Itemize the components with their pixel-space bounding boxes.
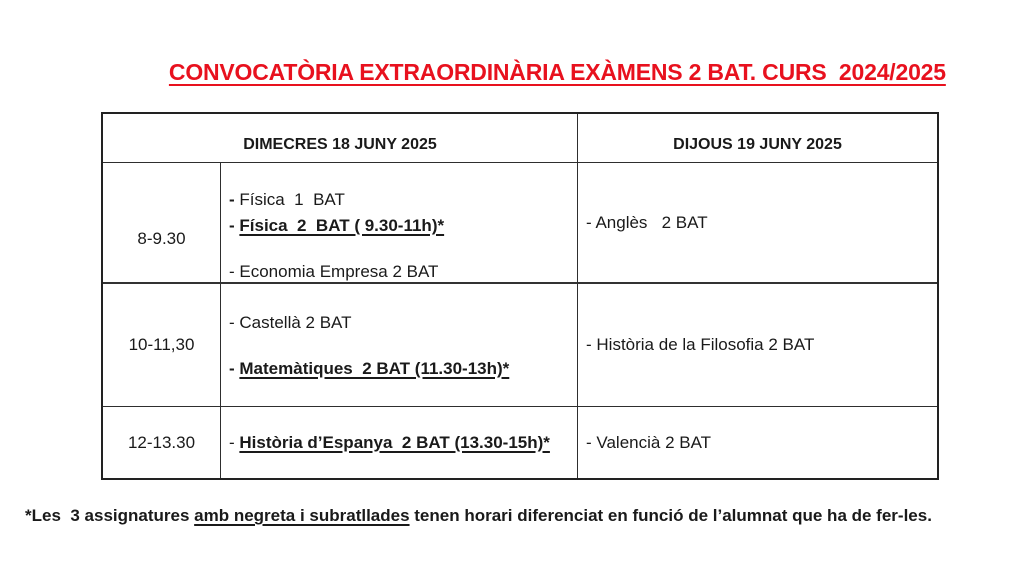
thursday-slot-3-cell	[578, 407, 937, 478]
time-slot-1: 8-9.30	[103, 163, 221, 284]
exam-entry-fisica-1bat	[229, 187, 577, 213]
wednesday-slot-2-cell	[221, 284, 578, 407]
entry-text: Història d’Espanya 2 BAT (13.30-15h)*	[239, 432, 550, 452]
exam-entry-fisica-2bat	[229, 213, 577, 239]
entry-dash: -	[229, 190, 240, 209]
entry-dash: -	[229, 359, 240, 378]
entry-text: Matemàtiques 2 BAT (11.30-13h)*	[239, 359, 510, 378]
thursday-slot-2-cell	[578, 284, 937, 407]
page-title-text: CONVOCATÒRIA EXTRAORDINÀRIA EXÀMENS 2 BAT. CURS 2024/2025	[168, 59, 946, 85]
exam-entry-economia	[229, 259, 577, 285]
table-header-thursday: DIJOUS 19 JUNY 2025	[578, 114, 937, 163]
entry-dash: -	[586, 432, 597, 452]
entry-dash: -	[586, 212, 596, 232]
entry-text: Història de la Filosofia 2 BAT	[596, 335, 815, 354]
exam-schedule-table	[101, 112, 939, 480]
footnote	[25, 503, 932, 529]
entry-text: Física 2 BAT ( 9.30-11h)*	[239, 216, 445, 235]
exam-entry-matematiques	[229, 356, 577, 382]
entry-text: Castellà 2 BAT	[239, 313, 352, 332]
entry-dash: -	[229, 216, 240, 235]
exam-entry-valencia	[586, 430, 937, 456]
entry-dash: -	[229, 262, 240, 281]
exam-entry-filosofia	[586, 332, 937, 358]
entry-text: Economia Empresa 2 BAT	[239, 262, 439, 281]
wednesday-slot-1-cell	[221, 163, 578, 284]
thursday-slot-1-cell	[578, 163, 937, 284]
exam-entry-angles	[586, 210, 937, 236]
entry-text: Valencià 2 BAT	[596, 432, 712, 452]
exam-entry-castella	[229, 310, 577, 336]
time-slot-2: 10-11,30	[103, 284, 221, 407]
blank-line	[229, 336, 577, 356]
footnote-part2: tenen horari diferenciat en funció de l’alumnat que ha de fer-les.	[409, 506, 932, 525]
page-title	[0, 32, 1024, 113]
entry-text: Anglès 2 BAT	[595, 212, 708, 232]
exam-entry-historia-espanya	[229, 430, 577, 456]
wednesday-slot-3-cell	[221, 407, 578, 478]
blank-line	[229, 239, 577, 259]
table-header-wednesday: DIMECRES 18 JUNY 2025	[103, 114, 578, 163]
footnote-part1: *Les 3 assignatures	[25, 506, 195, 525]
entry-text: Física 1 BAT	[239, 190, 345, 209]
entry-dash: -	[229, 313, 240, 332]
time-slot-3: 12-13.30	[103, 407, 221, 478]
entry-dash: -	[586, 335, 597, 354]
entry-dash: -	[229, 432, 240, 452]
footnote-underlined-phrase: amb negreta i subratllades	[194, 506, 410, 525]
